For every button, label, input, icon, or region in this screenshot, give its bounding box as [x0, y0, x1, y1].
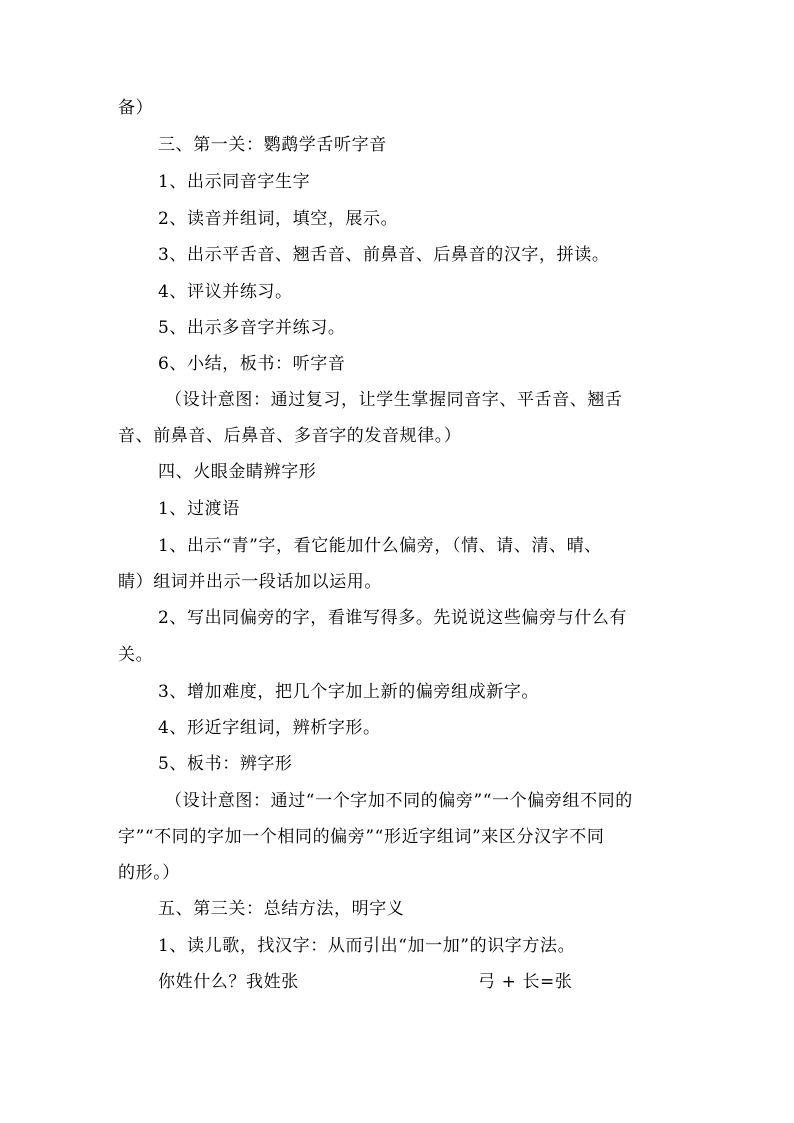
list-item-continuation: 关。 — [118, 645, 154, 665]
list-item: 5、出示多音字并练习。 — [158, 318, 346, 338]
list-item: 2、读音并组词，填空，展示。 — [158, 209, 399, 229]
list-item-continuation: 睛）组词并出示一段话加以运用。 — [118, 572, 382, 592]
list-item: 1、出示同音字生字 — [158, 172, 311, 192]
text-line: 备） — [118, 98, 154, 118]
list-item: 1、读儿歌，找汉字：从而引出“加一加”的识字方法。 — [158, 936, 576, 956]
design-intent-paragraph: （设计意图：通过复习，让学生掌握同音字、平舌音、翘舌 — [165, 390, 623, 410]
list-item: 1、出示“青”字，看它能加什么偏旁，（情、请、清、晴、 — [158, 536, 602, 556]
section-heading: 三、第一关：鹦鹉学舌听字音 — [158, 135, 387, 155]
example-line: 你姓什么？我姓张 — [158, 972, 299, 992]
example-formula: 弓 + 长=张 — [478, 972, 573, 992]
list-item: 6、小结，板书：听字音 — [158, 354, 346, 374]
section-heading: 五、第三关：总结方法，明字义 — [158, 899, 405, 919]
design-intent-paragraph: 字”“不同的字加一个相同的偏旁”“形近字组词”来区分汉字不同 — [118, 827, 605, 847]
list-item: 1、过渡语 — [158, 499, 240, 519]
list-item: 2、写出同偏旁的字，看谁写得多。先说说这些偏旁与什么有 — [158, 608, 628, 628]
section-heading: 四、火眼金睛辨字形 — [158, 462, 317, 482]
list-item: 3、增加难度，把几个字加上新的偏旁组成新字。 — [158, 682, 540, 702]
list-item: 3、出示平舌音、翘舌音、前鼻音、后鼻音的汉字，拼读。 — [158, 245, 610, 265]
design-intent-paragraph: 的形。） — [118, 863, 180, 883]
design-intent-paragraph: 音、前鼻音、后鼻音、多音字的发音规律。） — [118, 426, 462, 446]
design-intent-paragraph: （设计意图：通过“一个字加不同的偏旁”“一个偏旁组不同的 — [165, 791, 633, 811]
list-item: 4、形近字组词，辨析字形。 — [158, 718, 381, 738]
list-item: 5、板书：辨字形 — [158, 754, 293, 774]
list-item: 4、评议并练习。 — [158, 282, 293, 302]
